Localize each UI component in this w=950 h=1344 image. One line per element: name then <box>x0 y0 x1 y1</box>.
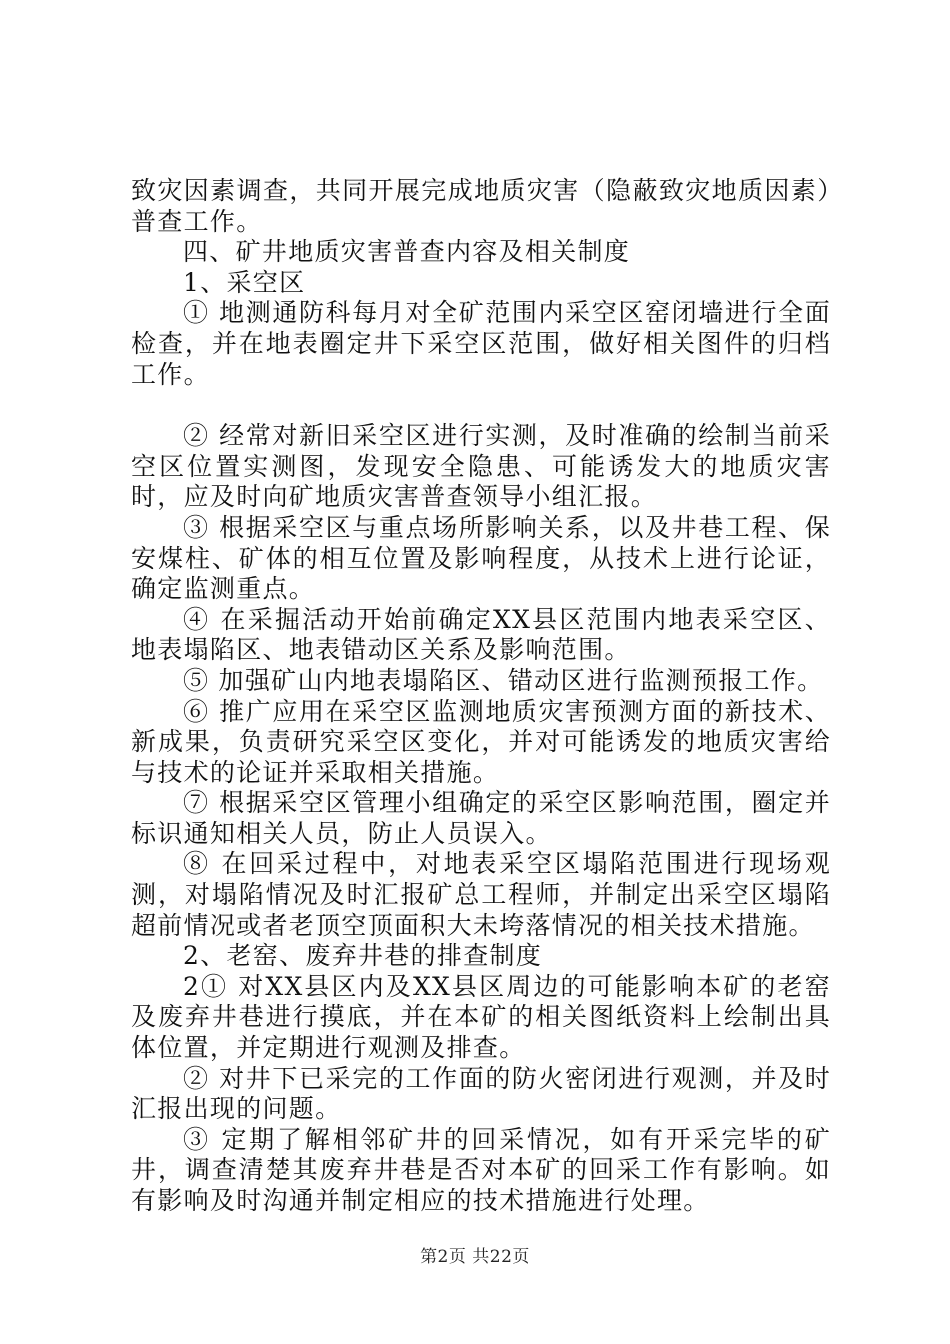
paragraph-item-5: ⑤ 加强矿山内地表塌陷区、错动区进行监测预报工作。 <box>183 665 824 695</box>
paragraph-item-6: ⑥ 推广应用在采空区监测地质灾害预测方面的新技术、新成果，负责研究采空区变化，并对可能诱发的地质灾害给与技术的论证并采取相关措施。 <box>131 696 831 787</box>
subsection-heading-old-kilns: 2、老窑、废弃井巷的排查制度 <box>183 941 543 971</box>
paragraph-item-2-3: ③ 定期了解相邻矿井的回采情况，如有开采完毕的矿井，调查清楚其废弃井巷是否对本矿的回采工作有影响。如有影响及时沟通并制定相应的技术措施进行处理。 <box>131 1124 831 1215</box>
section-heading-4: 四、矿井地质灾害普查内容及相关制度 <box>183 237 631 267</box>
paragraph-item-2-1: 2① 对XX县区内及XX县区周边的可能影响本矿的老窑及废弃井巷进行摸底，并在本矿的相关图纸资料上绘制出具体位置，并定期进行观测及排查。 <box>131 971 831 1063</box>
document-body <box>131 176 831 1217</box>
paragraph-item-3: ③ 根据采空区与重点场所影响关系，以及井巷工程、保安煤柱、矿体的相互位置及影响程度，从技术上进行论证，确定监测重点。 <box>131 512 831 604</box>
blank-line <box>131 390 831 421</box>
paragraph-item-8: ⑧ 在回采过程中，对地表采空区塌陷范围进行现场观测，对塌陷情况及时汇报矿总工程师，并制定出采空区塌陷超前情况或者老顶空顶面积大未垮落情况的相关技术措施。 <box>131 849 831 940</box>
page-footer: 第2页 共22页 <box>420 1247 530 1267</box>
paragraph-item-4: ④ 在采掘活动开始前确定XX县区范围内地表采空区、地表塌陷区、地表错动区关系及影响范围。 <box>131 604 831 665</box>
subsection-heading-goaf: 1、采空区 <box>183 267 306 297</box>
paragraph-item-2: ② 经常对新旧采空区进行实测，及时准确的绘制当前采空区位置实测图，发现安全隐患、可能诱发大的地质灾害时，应及时向矿地质灾害普查领导小组汇报。 <box>131 421 831 512</box>
paragraph-continuation: 致灾因素调查，共同开展完成地质灾害（隐蔽致灾地质因素）普查工作。 <box>131 176 831 236</box>
paragraph-item-2-2: ② 对井下已采完的工作面的防火密闭进行观测，并及时汇报出现的问题。 <box>131 1063 831 1124</box>
paragraph-item-7: ⑦ 根据采空区管理小组确定的采空区影响范围，圈定并标识通知相关人员，防止人员误入。 <box>131 788 831 848</box>
paragraph-item-1: ① 地测通防科每月对全矿范围内采空区窑闭墙进行全面检查，并在地表圈定井下采空区范围，做好相关图件的归档工作。 <box>131 298 831 389</box>
